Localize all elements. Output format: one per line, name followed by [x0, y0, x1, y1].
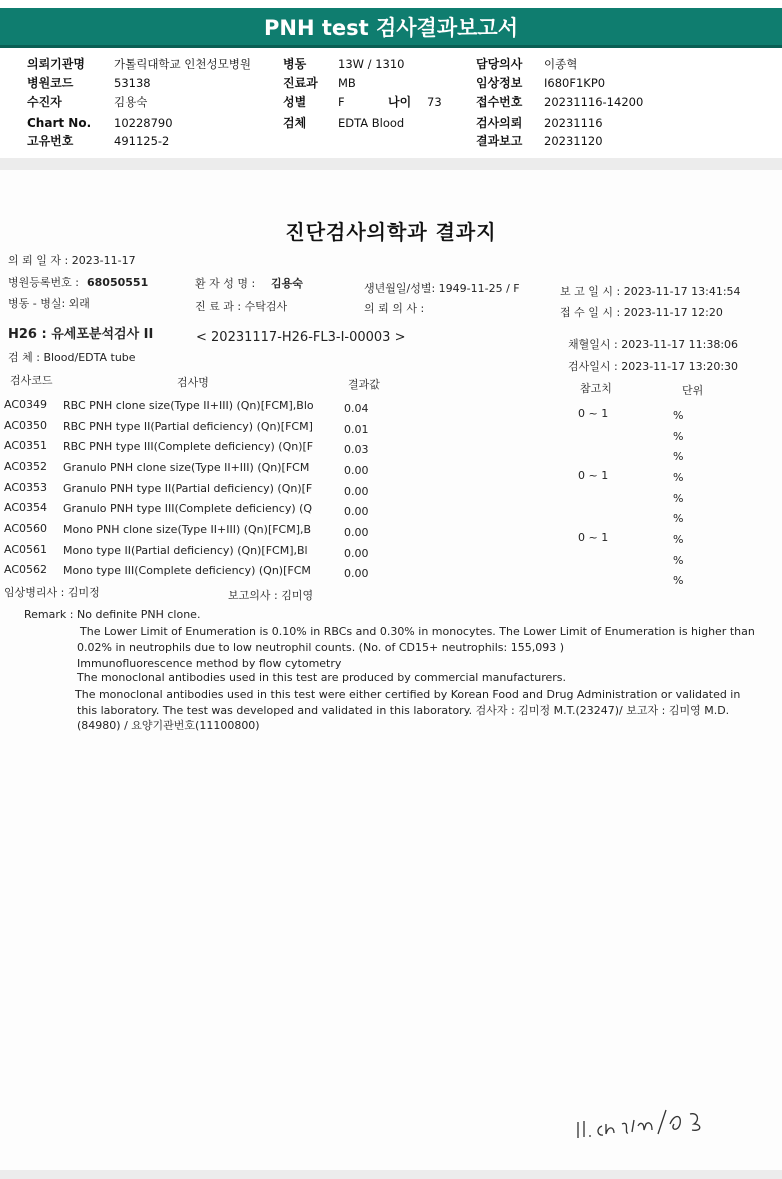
remark-label: Remark : — [24, 608, 74, 621]
remark-line: this laboratory. The test was developed and validated in this laboratory. 검사자 : 김미정 M.T.(23247)/ 보고자 : 김미영 M.D. — [77, 704, 730, 717]
table-cell-ref: 0 ~ 1 — [578, 531, 609, 545]
blood-draw-time: 채혈일시 : 2023-11-17 11:38:06 — [568, 338, 739, 351]
reg-no: 68050551 — [87, 276, 149, 289]
table-cell-unit: % — [673, 512, 684, 526]
receipt-time: 접 수 일 시 : 2023-11-17 12:20 — [560, 306, 723, 319]
header-value: F — [338, 95, 345, 109]
request-date: 의 뢰 일 자 : 2023-11-17 — [8, 254, 136, 267]
header-value: 이종혁 — [544, 57, 578, 71]
header-value: 20231120 — [544, 134, 603, 148]
table-cell-code: AC0352 — [4, 460, 48, 474]
header-label: 접수번호 — [476, 95, 523, 109]
header-label: 결과보고 — [476, 134, 523, 148]
ward-room: 병동 - 병실: 외래 — [8, 297, 90, 310]
table-cell-unit: % — [673, 471, 684, 485]
remark-line: 0.02% in neutrophils due to low neutrophil counts. (No. of CD15+ neutrophils: 155,093 ) — [77, 641, 565, 654]
document-title: 진단검사의학과 결과지 — [285, 220, 497, 244]
department: 진 료 과 : 수탁검사 — [195, 300, 288, 313]
table-cell-code: AC0560 — [4, 522, 48, 536]
table-cell-result: 0.00 — [344, 484, 369, 498]
table-cell-code: AC0561 — [4, 542, 48, 556]
table-cell-name: RBC PNH clone size(Type II+III) (Qn)[FCM],Blo — [63, 399, 314, 412]
table-cell-name: Granulo PNH clone size(Type II+III) (Qn)[FCM — [63, 461, 310, 475]
table-cell-name: Mono PNH clone size(Type II+III) (Qn)[FCM],B — [63, 523, 312, 537]
col-code-header: 검사코드 — [10, 374, 53, 387]
header-value: EDTA Blood — [338, 116, 405, 130]
table-cell-unit: % — [673, 429, 684, 443]
table-cell-result: 0.00 — [344, 526, 369, 540]
specimen: 검 체 : Blood/EDTA tube — [8, 351, 136, 364]
report-time: 보 고 일 시 : 2023-11-17 13:41:54 — [560, 285, 741, 298]
table-cell-result: 0.01 — [344, 422, 369, 436]
patient-label: 환 자 성 명 : — [195, 277, 256, 290]
patient-name: 김용숙 — [271, 277, 303, 290]
birth-sex: 생년월일/성별: 1949-11-25 / F — [364, 282, 520, 295]
age-label: 나이 — [388, 95, 412, 109]
table-cell-name: RBC PNH type II(Partial deficiency) (Qn)[FCM] — [63, 419, 313, 433]
remark-line: Immunofluorescence method by flow cytometry — [77, 657, 342, 670]
table-cell-result: 0.00 — [344, 546, 369, 560]
table-cell-code: AC0353 — [4, 480, 48, 494]
header-label: Chart No. — [27, 116, 92, 130]
test-id: < 20231117-H26-FL3-I-00003 > — [196, 330, 406, 345]
header-label: 의뢰기관명 — [27, 57, 85, 71]
handwritten-signature — [570, 1100, 740, 1146]
header-value: 53138 — [114, 76, 151, 90]
remark-line: No definite PNH clone. — [77, 608, 201, 621]
table-cell-unit: % — [673, 450, 684, 464]
reporting-doctor: 보고의사 : 김미영 — [228, 589, 314, 602]
reg-no-label: 병원등록번호 : — [8, 276, 79, 289]
table-cell-result: 0.04 — [344, 402, 369, 415]
table-cell-unit: % — [673, 409, 684, 422]
header-label: 고유번호 — [27, 134, 74, 148]
table-cell-unit: % — [673, 491, 684, 505]
footer-divider — [0, 1170, 782, 1179]
table-cell-unit: % — [673, 574, 684, 588]
header-value: 10228790 — [114, 116, 173, 130]
header-label: 임상정보 — [476, 76, 523, 90]
col-ref-header: 참고치 — [580, 382, 612, 395]
header-value: 20231116 — [544, 116, 603, 130]
header-label: 담당의사 — [476, 57, 523, 71]
header-value: 20231116-14200 — [544, 95, 644, 109]
exam-time: 검사일시 : 2023-11-17 13:20:30 — [568, 360, 739, 373]
table-cell-code: AC0562 — [4, 563, 48, 577]
table-cell-name: RBC PNH type III(Complete deficiency) (Qn)[F — [63, 440, 314, 454]
table-cell-ref: 0 ~ 1 — [578, 469, 609, 483]
header-label: 성별 — [283, 95, 307, 109]
pathologist: 임상병리사 : 김미정 — [4, 586, 100, 599]
remark-line: The monoclonal antibodies used in this test are produced by commercial manufacturers. — [77, 671, 567, 684]
age-value: 73 — [427, 95, 442, 109]
header-label: 병동 — [283, 57, 307, 71]
remark-line: (84980) / 요양기관번호(11100800) — [77, 719, 260, 732]
header-label: 검사의뢰 — [476, 116, 523, 130]
remark-line: The monoclonal antibodies used in this test were either certified by Korean Food and Drug Administration or validated in — [75, 688, 741, 701]
table-cell-name: Mono type III(Complete deficiency) (Qn)[FCM — [63, 564, 311, 578]
col-unit-header: 단위 — [682, 384, 704, 397]
header-label: 진료과 — [283, 76, 318, 90]
table-cell-name: Granulo PNH type III(Complete deficiency) (Q — [63, 502, 313, 516]
col-result-header: 결과값 — [348, 378, 380, 391]
header-label: 수진자 — [27, 95, 62, 109]
header-label: 검체 — [283, 116, 307, 130]
remark-line: The Lower Limit of Enumeration is 0.10% in RBCs and 0.30% in monocytes. The Lower Limit of Enumeration is higher than — [80, 625, 755, 638]
table-cell-result: 0.03 — [344, 443, 369, 457]
table-cell-code: AC0350 — [4, 418, 48, 432]
report-banner — [0, 8, 782, 48]
table-cell-code: AC0349 — [4, 398, 48, 411]
table-cell-ref: 0 ~ 1 — [578, 407, 609, 420]
table-cell-code: AC0351 — [4, 439, 48, 453]
header-value: 491125-2 — [114, 134, 170, 148]
header-value: I680F1KP0 — [544, 76, 606, 90]
header-value: MB — [338, 76, 356, 90]
table-cell-unit: % — [673, 553, 684, 567]
header-value: 13W / 1310 — [338, 57, 405, 71]
table-cell-name: Mono type II(Partial deficiency) (Qn)[FCM],Bl — [63, 543, 308, 557]
header-divider — [0, 158, 782, 170]
test-group: H26 : 유세포분석검사 II — [8, 327, 154, 342]
table-cell-result: 0.00 — [344, 464, 369, 478]
header-label: 병원코드 — [27, 76, 74, 90]
header-value: 가톨릭대학교 인천성모병원 — [114, 57, 251, 71]
header-value: 김용숙 — [114, 95, 148, 109]
table-cell-result: 0.00 — [344, 505, 369, 519]
table-cell-name: Granulo PNH type II(Partial deficiency) (Qn)[F — [63, 481, 313, 495]
table-cell-result: 0.00 — [344, 567, 369, 581]
table-cell-unit: % — [673, 533, 684, 547]
col-name-header: 검사명 — [177, 376, 209, 389]
report-banner-title: PNH test 검사결과보고서 — [264, 16, 518, 40]
requesting-doctor: 의 뢰 의 사 : — [364, 302, 425, 315]
table-cell-code: AC0354 — [4, 501, 48, 515]
